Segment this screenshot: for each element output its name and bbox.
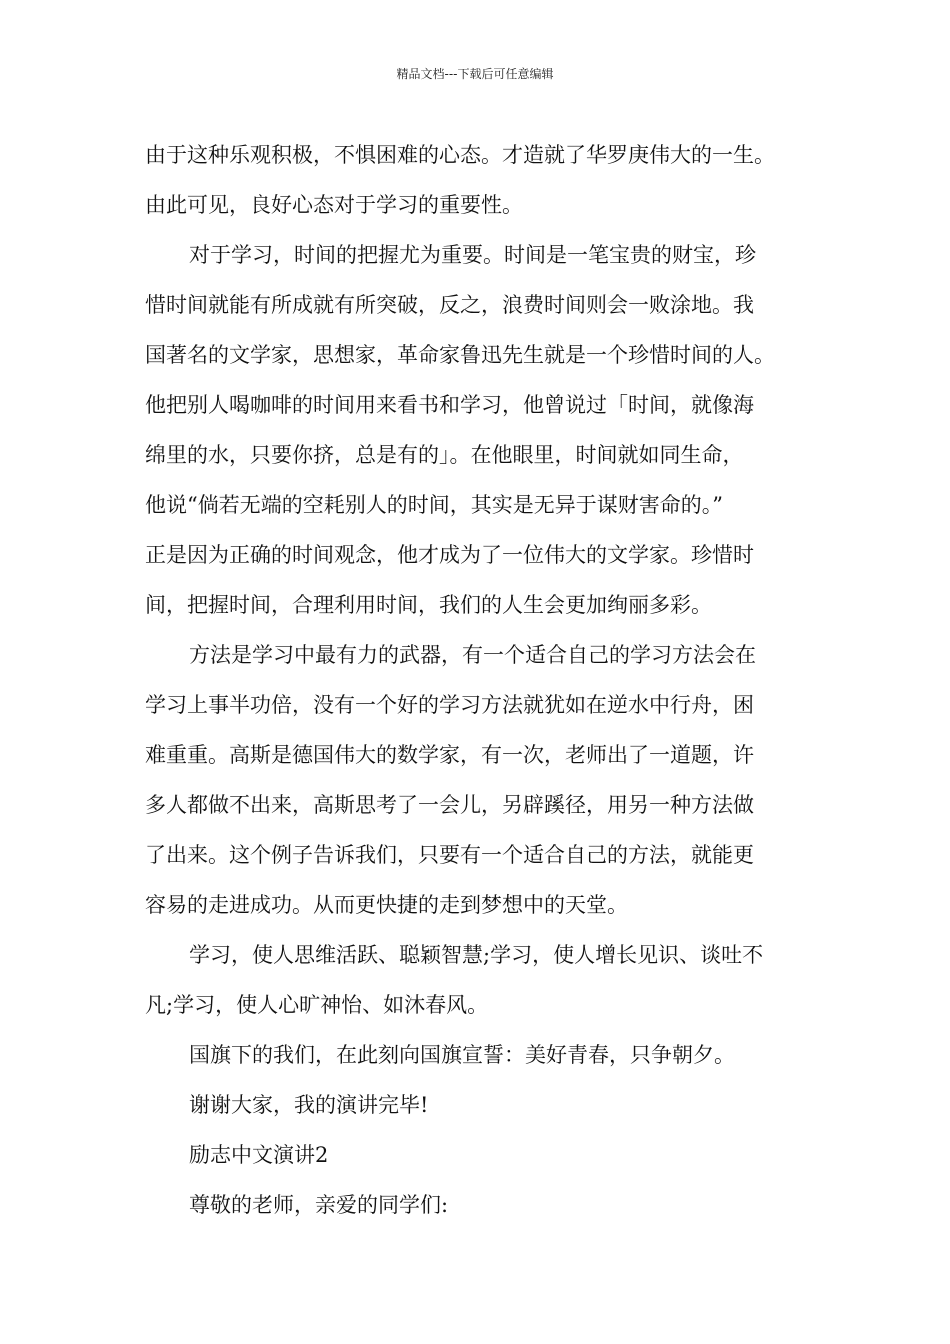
page-header: 精品文档---下载后可任意编辑 xyxy=(396,67,554,81)
text-line: 学习，使人思维活跃、聪颖智慧;学习，使人增长见识、谈吐不 xyxy=(189,943,764,967)
section-heading: 励志中文演讲2 xyxy=(189,1143,329,1167)
text-line: 凡;学习，使人心旷神怡、如沐春风。 xyxy=(145,993,489,1017)
text-line: 绵里的水，只要你挤，总是有的」。在他眼里，时间就如同生命， xyxy=(145,443,744,467)
text-line: 多人都做不出来，高斯思考了一会儿，另辟蹊径，用另一种方法做 xyxy=(145,793,754,817)
text-line: 方法是学习中最有力的武器，有一个适合自己的学习方法会在 xyxy=(189,643,756,667)
salutation-line: 尊敬的老师，亲爱的同学们: xyxy=(189,1193,449,1217)
text-line: 难重重。高斯是德国伟大的数学家，有一次，老师出了一道题，许 xyxy=(145,743,754,767)
text-line: 他把别人喝咖啡的时间用来看书和学习，他曾说过「时间，就像海 xyxy=(145,393,754,417)
text-line: 间，把握时间，合理利用时间，我们的人生会更加绚丽多彩。 xyxy=(145,593,712,617)
text-line: 正是因为正确的时间观念，他才成为了一位伟大的文学家。珍惜时 xyxy=(145,543,754,567)
text-line: 国旗下的我们，在此刻向国旗宣誓：美好青春，只争朝夕。 xyxy=(189,1043,735,1067)
text-line: 容易的走进成功。从而更快捷的走到梦想中的天堂。 xyxy=(145,893,628,917)
text-line: 对于学习，时间的把握尤为重要。时间是一笔宝贵的财宝，珍 xyxy=(189,243,756,267)
text-line: 他说“倘若无端的空耗别人的时间，其实是无异于谋财害命的。” xyxy=(145,493,723,517)
text-line: 国著名的文学家，思想家，革命家鲁迅先生就是一个珍惜时间的人。 xyxy=(145,343,775,367)
document-body xyxy=(145,130,815,1230)
text-line: 谢谢大家，我的演讲完毕! xyxy=(189,1093,429,1117)
text-line: 学习上事半功倍，没有一个好的学习方法就犹如在逆水中行舟，困 xyxy=(145,693,754,717)
text-line: 了出来。这个例子告诉我们，只要有一个适合自己的方法，就能更 xyxy=(145,843,754,867)
text-line: 惜时间就能有所成就有所突破，反之，浪费时间则会一败涂地。我 xyxy=(145,293,754,317)
text-line: 由此可见，良好心态对于学习的重要性。 xyxy=(145,193,523,217)
text-line: 由于这种乐观积极，不惧困难的心态。才造就了华罗庚伟大的一生。 xyxy=(145,143,775,167)
